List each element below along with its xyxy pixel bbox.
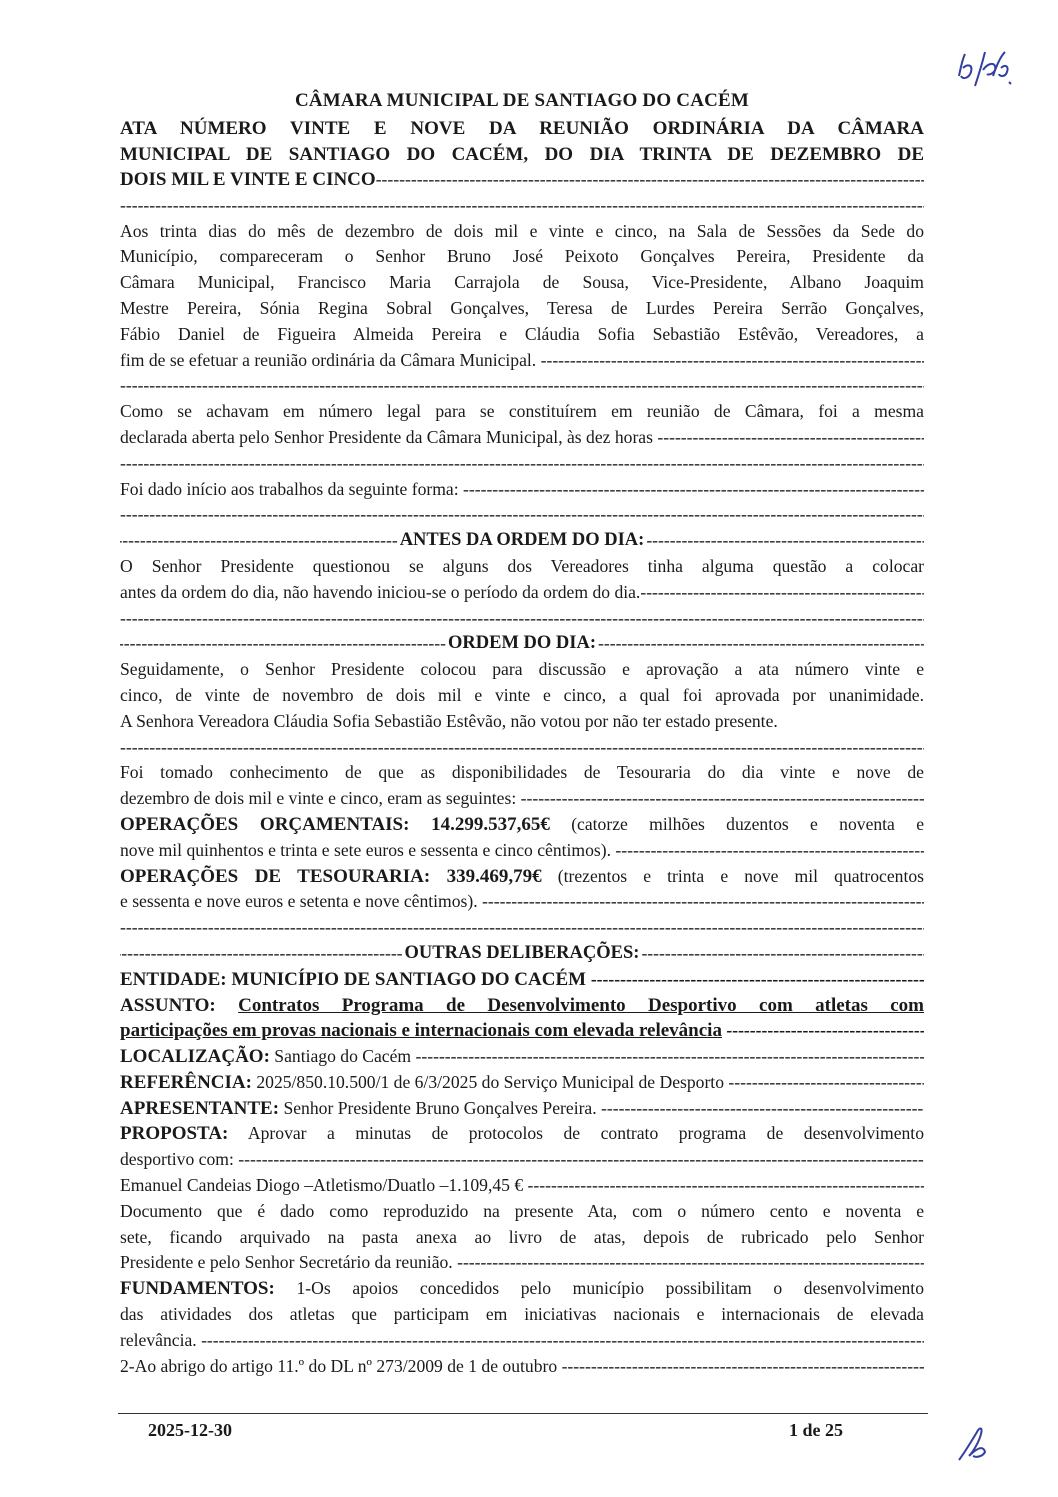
assunto-line: ASSUNTO: Contratos Programa de Desenvolvimento Desportivo com atletas com — [120, 994, 924, 1016]
paragraph-line: Aos trinta dias do mês de dezembro de dois mil e vinte e cinco, na Sala de Sessões da Sede do — [120, 220, 924, 241]
ata-title-line: MUNICIPAL DE SANTIAGO DO CACÉM, DO DIA TRINTA DE DEZEMBRO DE — [120, 143, 924, 165]
paragraph-line: Foi dado início aos trabalhos da seguinte forma: ----- — [120, 477, 924, 503]
entidade-line: ENTIDADE: MUNICÍPIO DE SANTIAGO DO CACÉM ----- — [120, 967, 924, 993]
dash-line — [120, 735, 924, 761]
paragraph-line: A Senhora Vereadora Cláudia Sofia Sebastião Estêvão, não votou por não ter estado presente. — [120, 710, 778, 731]
apresentante-line: APRESENTANTE: Senhor Presidente Bruno Gonçalves Pereira. ----- — [120, 1096, 924, 1122]
operacoes-tesouraria: OPERAÇÕES DE TESOURARIA: 339.469,79€ (trezentos e trinta e nove mil quatrocentos — [120, 865, 924, 887]
document-page — [120, 90, 924, 1379]
section-heading: ----- ORDEM DO DIA: ----- — [120, 631, 924, 657]
paragraph-line: Câmara Municipal, Francisco Maria Carrajola de Sousa, Vice-Presidente, Albano Joaquim — [120, 272, 924, 293]
paragraph-line: Fábio Daniel de Figueira Almeida Pereira e Cláudia Sofia Sebastião Estêvão, Vereadores, a — [120, 323, 924, 344]
proposta-line: Documento que é dado como reproduzido na presente Ata, com o número cento e noventa e — [120, 1200, 924, 1221]
paragraph-line: O Senhor Presidente questionou se alguns dos Vereadores tinha alguma questão a colocar — [120, 555, 924, 576]
paragraph-line: declarada aberta pelo Senhor Presidente da Câmara Municipal, às dez horas ----- — [120, 425, 924, 451]
dash-line — [120, 915, 924, 941]
handwritten-signature — [955, 1422, 991, 1464]
ata-title-line: ATA NÚMERO VINTE E NOVE DA REUNIÃO ORDINÁRIA DA CÂMARA — [120, 118, 924, 139]
dash-line — [120, 502, 924, 528]
dash-line — [120, 606, 924, 632]
page-header: CÂMARA MUNICIPAL DE SANTIAGO DO CACÉM — [294, 90, 750, 111]
paragraph-line: Mestre Pereira, Sónia Regina Sobral Gonçalves, Teresa de Lurdes Pereira Serrão Gonçalves, — [120, 297, 924, 318]
ata-title-line: DOIS MIL E VINTE E CINCO ----- — [120, 167, 924, 193]
proposta-line: Emanuel Candeias Diogo –Atletismo/Duatlo –1.109,45 € ----- — [120, 1173, 924, 1199]
footer-page-number: 1 de 25 — [789, 1420, 843, 1440]
paragraph-line: dezembro de dois mil e vinte e cinco, eram as seguintes: ----- — [120, 786, 924, 812]
dash-line — [120, 373, 924, 399]
dash-line — [120, 193, 924, 219]
paragraph-line: antes da ordem do dia, não havendo iniciou-se o período da ordem do dia. ----- — [120, 580, 924, 606]
paragraph-line: Foi tomado conhecimento de que as disponibilidades de Tesouraria do dia vinte e nove de — [120, 762, 924, 783]
localizacao-line: LOCALIZAÇÃO: Santiago do Cacém ----- — [120, 1044, 924, 1070]
paragraph-line: nove mil quinhentos e trinta e sete euros e sessenta e cinco cêntimos). ----- — [120, 838, 924, 864]
proposta-line: desportivo com: ----- — [120, 1147, 924, 1173]
proposta-line: PROPOSTA: Aprovar a minutas de protocolos de contrato programa de desenvolvimento — [120, 1123, 924, 1145]
section-heading: ----- OUTRAS DELIBERAÇÕES: ----- — [120, 941, 924, 967]
paragraph-line: Seguidamente, o Senhor Presidente colocou para discussão e aprovação a ata número vinte e — [120, 659, 924, 680]
footer-date: 2025-12-30 — [148, 1420, 232, 1440]
paragraph-line: cinco, de vinte de novembro de dois mil e vinte e cinco, a qual foi aprovada por unanimidade. — [120, 684, 924, 705]
referencia-line: REFERÊNCIA: 2025/850.10.500/1 de 6/3/2025 do Serviço Municipal de Desporto ----- — [120, 1070, 924, 1096]
section-heading: ----- ANTES DA ORDEM DO DIA: ----- — [120, 528, 924, 554]
paragraph-line: fim de se efetuar a reunião ordinária da Câmara Municipal. ----- — [120, 348, 924, 374]
fundamentos-line: FUNDAMENTOS: 1-Os apoios concedidos pelo município possibilitam o desenvolvimento — [120, 1278, 924, 1300]
paragraph-line: Município, compareceram o Senhor Bruno José Peixoto Gonçalves Pereira, Presidente da — [120, 246, 924, 267]
paragraph-line: e sessenta e nove euros e setenta e nove cêntimos). ----- — [120, 889, 924, 915]
footer-rule — [118, 1413, 928, 1414]
fundamentos-line: relevância. ----- — [120, 1328, 924, 1354]
handwritten-initials — [953, 46, 1013, 96]
dash-line — [120, 451, 924, 477]
proposta-line: sete, ficando arquivado na pasta anexa ao livro de atas, depois de rubricado pelo Senhor — [120, 1226, 924, 1247]
fundamentos-line: das atividades dos atletas que participam em iniciativas nacionais e internacionais de elevada — [120, 1304, 924, 1325]
assunto-line: participações em provas nacionais e internacionais com elevada relevância ----- — [120, 1018, 924, 1044]
operacoes-orcamentais: OPERAÇÕES ORÇAMENTAIS: 14.299.537,65€ (catorze milhões duzentos e noventa e — [120, 813, 924, 835]
proposta-line: Presidente e pelo Senhor Secretário da reunião. ----- — [120, 1250, 924, 1276]
paragraph-line: Como se achavam em número legal para se constituírem em reunião de Câmara, foi a mesma — [120, 401, 924, 422]
fundamentos-line: 2-Ao abrigo do artigo 11.º do DL nº 273/2009 de 1 de outubro ----- — [120, 1354, 924, 1380]
